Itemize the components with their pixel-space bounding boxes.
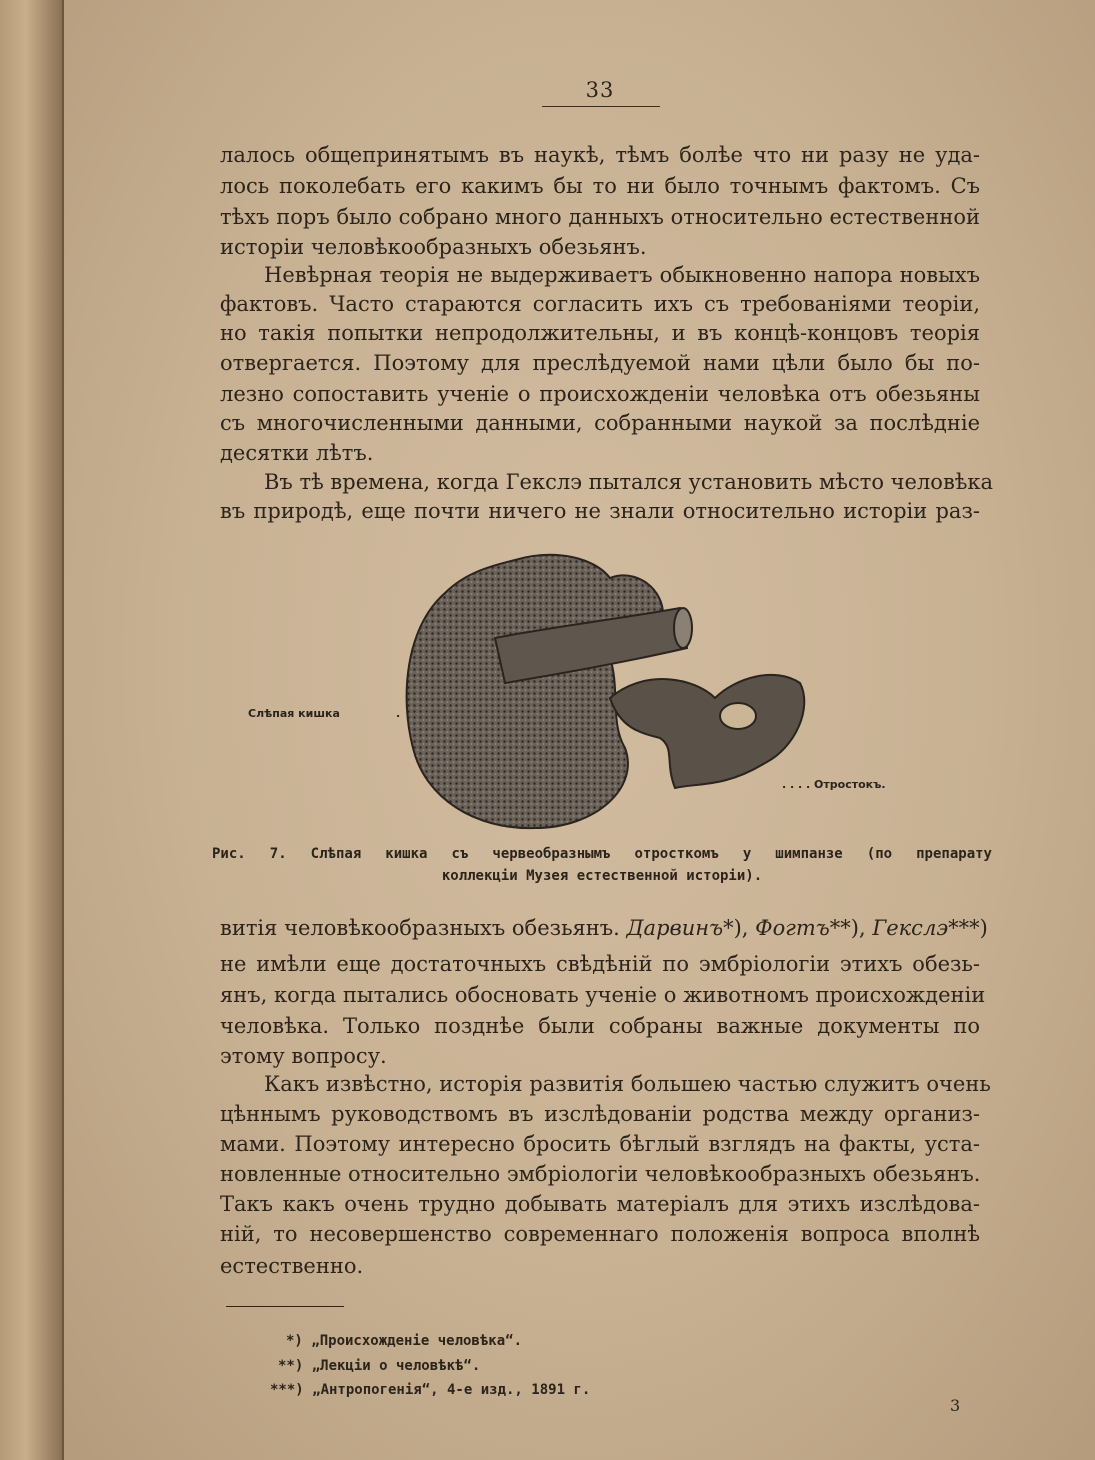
text-line: человѣка. Только позднѣе были собраны важные документы по bbox=[220, 1014, 980, 1038]
text-line: отвергается. Поэтому для преслѣдуемой нами цѣли было бы по- bbox=[220, 351, 980, 375]
text-line: этому вопросу. bbox=[220, 1044, 387, 1068]
text-line: Такъ какъ очень трудно добывать матеріалъ для этихъ изслѣдова- bbox=[220, 1192, 980, 1216]
signature-mark: 3 bbox=[950, 1396, 961, 1415]
text-line: фактовъ. Часто стараются согласить ихъ съ требованіями теоріи, bbox=[220, 292, 980, 316]
footnote-mark: ***) bbox=[948, 916, 988, 940]
figure-caption-line-2: коллекціи Музея естественной исторіи). bbox=[441, 868, 763, 884]
text-line: но такія попытки непродолжительны, и въ концѣ-концовъ теорія bbox=[220, 321, 980, 345]
footnote-mark: **), bbox=[829, 916, 873, 940]
text-line: въ природѣ, еще почти ничего не знали относительно исторіи раз- bbox=[220, 499, 980, 523]
text-line: ній, то несовершенство современнаго положенія вопроса вполнѣ bbox=[220, 1222, 980, 1246]
text-line: янъ, когда пытались обосновать ученіе о животномъ происхожденіи bbox=[220, 983, 986, 1007]
figure-label-cecum: Слѣпая кишка bbox=[248, 707, 340, 720]
figure-label-appendix: . . . . Отростокъ. bbox=[782, 778, 886, 791]
text-line: лось поколебать его какимъ бы то ни было точнымъ фактомъ. Съ bbox=[220, 174, 980, 198]
text-line: не имѣли еще достаточныхъ свѣдѣній по эмбріологіи этихъ обезь- bbox=[220, 952, 980, 976]
footnote-3: ***) „Антропогенія“, 4-е изд., 1891 г. bbox=[270, 1382, 591, 1398]
author-huxley: Гекслэ bbox=[872, 916, 949, 940]
text-line: лалось общепринятымъ въ наукѣ, тѣмъ болѣе что ни разу не уда- bbox=[220, 143, 980, 167]
text-line: цѣннымъ руководствомъ въ изслѣдованіи родства между организ- bbox=[220, 1102, 980, 1126]
text-line: Какъ извѣстно, исторія развитія большею частью служитъ очень bbox=[264, 1072, 991, 1096]
text-line: исторіи человѣкообразныхъ обезьянъ. bbox=[220, 235, 647, 259]
text-line: Невѣрная теорія не выдерживаетъ обыкновенно напора новыхъ bbox=[264, 263, 980, 287]
text-line: лезно сопоставить ученіе о происхожденіи человѣка отъ обезьяны bbox=[220, 382, 980, 406]
page-number: 33 bbox=[585, 78, 615, 102]
text-line: съ многочисленными данными, собранными наукой за послѣдніе bbox=[220, 411, 980, 435]
text-line: мами. Поэтому интересно бросить бѣглый взглядъ на факты, уста- bbox=[220, 1132, 980, 1156]
footnote-rule bbox=[226, 1306, 344, 1307]
author-darwin: Дарвинъ bbox=[626, 916, 724, 940]
figure-caption-line-1: Рис. 7. Слѣпая кишка съ червеобразнымъ отросткомъ у шимпанзе (по препарату bbox=[212, 846, 992, 862]
footnote-mark: *), bbox=[723, 916, 756, 940]
page-number-rule bbox=[542, 106, 660, 107]
figure-pointer-dot: . bbox=[396, 707, 401, 720]
figure-caption bbox=[212, 843, 992, 887]
text-line: новленные относительно эмбріологіи человѣкообразныхъ обезьянъ. bbox=[220, 1162, 981, 1186]
line-pre: витія человѣкообразныхъ обезьянъ. bbox=[220, 916, 627, 940]
author-vogt: Фогтъ bbox=[755, 916, 830, 940]
cecum-illustration bbox=[395, 548, 815, 833]
text-line: десятки лѣтъ. bbox=[220, 441, 374, 465]
text-line: тѣхъ поръ было собрано много данныхъ относительно естественной bbox=[220, 205, 980, 229]
text-line: Въ тѣ времена, когда Гекслэ пытался установить мѣсто человѣка bbox=[264, 470, 994, 494]
footnote-2: **) „Лекціи о человѣкѣ“. bbox=[278, 1358, 481, 1374]
footnote-1: *) „Происхожденіе человѣка“. bbox=[286, 1333, 523, 1349]
text-line: естественно. bbox=[220, 1254, 364, 1278]
text-line-citations bbox=[220, 913, 988, 943]
